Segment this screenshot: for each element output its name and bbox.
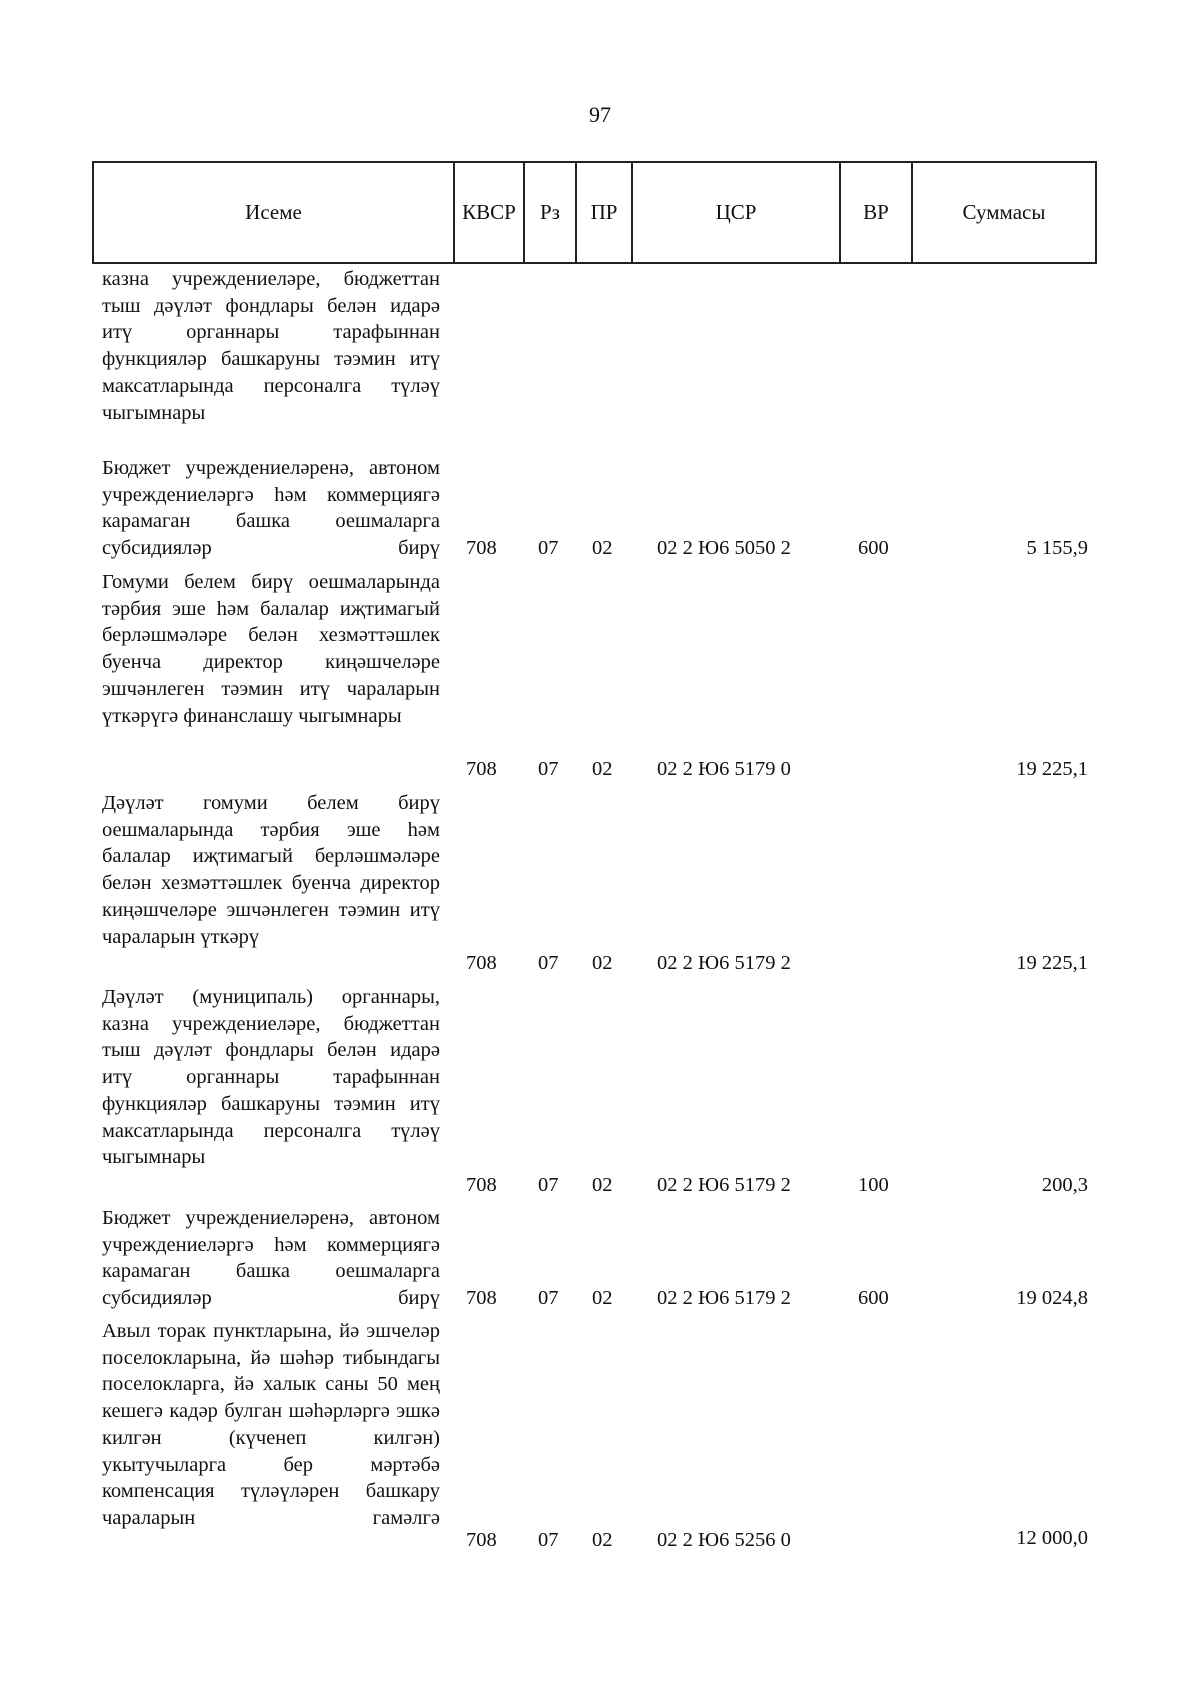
table-cell-pr: 02 bbox=[592, 758, 613, 780]
table-cell-vr: 100 bbox=[858, 1174, 889, 1196]
table-cell-rz: 07 bbox=[538, 1174, 559, 1196]
table-cell-pr: 02 bbox=[592, 1174, 613, 1196]
table-row-name: Дәүләт гомуми белем бирү оешмаларында тәрбия эше һәм балалар иҗтимагый берләшмәләре белән хезмәттәшлек буенча директор киңәшчеләре эшчәнлеген тәэмин итү чараларын үткәрү bbox=[102, 792, 440, 948]
table-cell-rz: 07 bbox=[538, 537, 559, 559]
header-rz: Рз bbox=[525, 163, 577, 262]
header-kvsr: КВСР bbox=[455, 163, 525, 262]
table-cell-rz: 07 bbox=[538, 758, 559, 780]
table-cell-rz: 07 bbox=[538, 1287, 559, 1309]
table-row-name: Дәүләт (муниципаль) органнары, казна учреждениеләре, бюджеттан тыш дәүләт фондлары белән идарә итү органнары тарафыннан функцияләр башкаруны тәэмин итү максатларында персоналга түләү чыгымнары bbox=[102, 986, 440, 1169]
table-cell-sum: 12 000,0 bbox=[1016, 1527, 1088, 1549]
table-row-name: Гомуми белем бирү оешмаларында тәрбия эше һәм балалар иҗтимагый берләшмәләре белән хезмәттәшлек буенча директор киңәшчеләре эшчәнлеген тәэмин итү чараларын үткәрүгә финанслашу чыгымнары bbox=[102, 571, 440, 727]
table-cell-pr: 02 bbox=[592, 1287, 613, 1309]
header-pr: ПР bbox=[577, 163, 633, 262]
table-cell-csr: 02 2 Ю6 5179 2 bbox=[657, 1174, 791, 1196]
table-cell-kvsr: 708 bbox=[466, 1529, 497, 1551]
header-name: Исеме bbox=[94, 163, 455, 262]
table-cell-kvsr: 708 bbox=[466, 1174, 497, 1196]
table-cell-pr: 02 bbox=[592, 1529, 613, 1551]
table-cell-kvsr: 708 bbox=[466, 952, 497, 974]
table-cell-csr: 02 2 Ю6 5179 2 bbox=[657, 1287, 791, 1309]
table-cell-kvsr: 708 bbox=[466, 537, 497, 559]
table-cell-vr: 600 bbox=[858, 537, 889, 559]
table-cell-rz: 07 bbox=[538, 1529, 559, 1551]
header-sum: Суммасы bbox=[962, 200, 1046, 224]
table-cell-kvsr: 708 bbox=[466, 1287, 497, 1309]
table-cell-csr: 02 2 Ю6 5179 2 bbox=[657, 952, 791, 974]
table-cell-sum: 19 225,1 bbox=[1016, 952, 1088, 974]
table-cell-rz: 07 bbox=[538, 952, 559, 974]
table-cell-sum: 5 155,9 bbox=[1026, 537, 1088, 559]
page-number: 97 bbox=[589, 102, 611, 127]
table-row-name: Бюджет учреждениеләренә, автоном учреждениеләргә һәм коммерциягә карамаган башка оешмаларга субсидияләр бирү bbox=[102, 1207, 440, 1310]
table-cell-sum: 200,3 bbox=[1041, 1174, 1088, 1196]
table-cell-pr: 02 bbox=[592, 952, 613, 974]
table-row-name: казна учреждениеләре, бюджеттан тыш дәүләт фондлары белән идарә итү органнары тарафыннан функцияләр башкаруны тәэмин итү максатларында персоналга түләү чыгымнары bbox=[102, 268, 440, 424]
table-cell-sum: 19 024,8 bbox=[1016, 1287, 1088, 1309]
header-csr: ЦСР bbox=[633, 163, 841, 262]
table-cell-csr: 02 2 Ю6 5179 0 bbox=[657, 758, 791, 780]
table-cell-csr: 02 2 Ю6 5050 2 bbox=[657, 537, 791, 559]
table-cell-csr: 02 2 Ю6 5256 0 bbox=[657, 1529, 791, 1551]
table-cell-sum: 19 225,1 bbox=[1016, 758, 1088, 780]
header-vr: ВР bbox=[841, 163, 913, 262]
table-row-name: Бюджет учреждениеләренә, автоном учреждениеләргә һәм коммерциягә карамаган башка оешмаларга субсидияләр бирү bbox=[102, 457, 440, 560]
table-cell-vr: 600 bbox=[858, 1287, 889, 1309]
table-cell-pr: 02 bbox=[592, 537, 613, 559]
table-row-name: Авыл торак пунктларына, йә эшчеләр поселокларына, йә шәһәр тибындагы поселокларга, йә халык саны 50 мең кешегә кадәр булган шәһәрләргә эшкә килгән (күченеп килгән) укытучыларга бер мәртәбә компенсация түләүләрен башкару чараларын гамәлгә bbox=[102, 1320, 440, 1529]
table-cell-kvsr: 708 bbox=[466, 758, 497, 780]
